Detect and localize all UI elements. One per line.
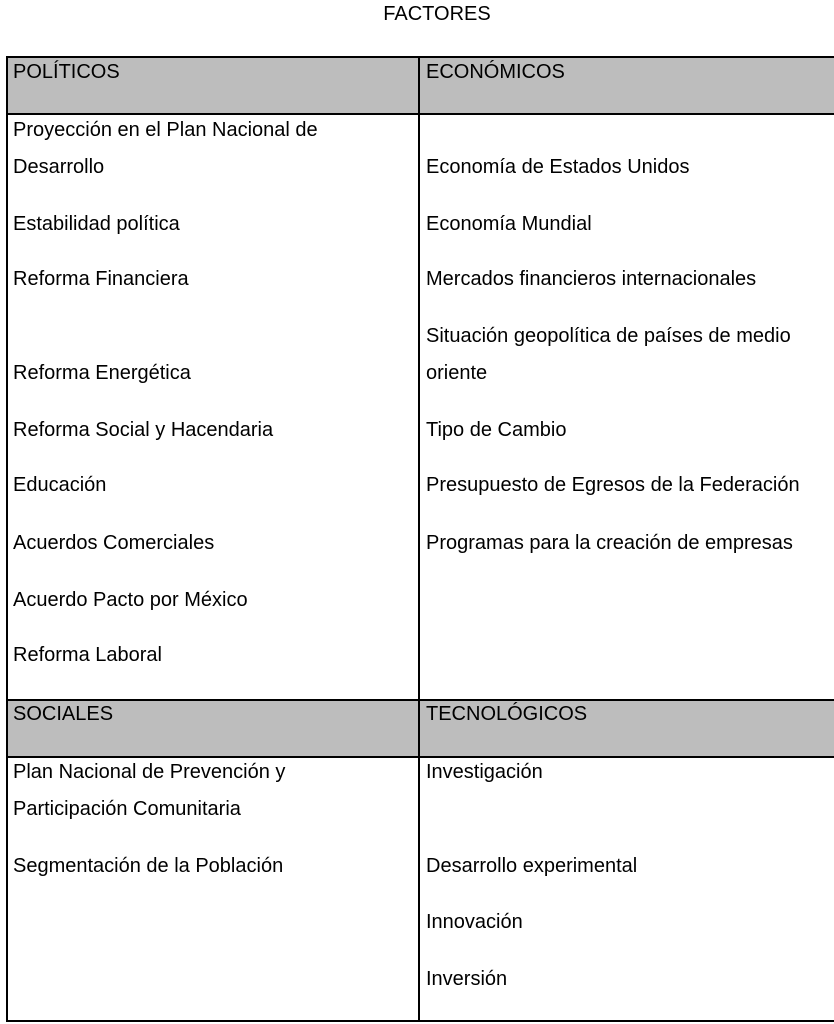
list-item: Educación bbox=[13, 474, 107, 496]
list-item: Mercados financieros internacionales bbox=[426, 268, 757, 290]
list-item: Reforma Energética bbox=[13, 362, 191, 384]
header-economicos: ECONÓMICOS bbox=[426, 61, 565, 83]
list-item: Segmentación de la Población bbox=[13, 855, 284, 877]
list-item: Presupuesto de Egresos de la Federación bbox=[426, 474, 800, 496]
list-item: Situación geopolítica de países de medio bbox=[426, 325, 791, 347]
list-item: Reforma Financiera bbox=[13, 268, 189, 290]
list-item: Reforma Social y Hacendaria bbox=[13, 419, 274, 441]
header-politicos: POLÍTICOS bbox=[13, 61, 120, 83]
list-item: Estabilidad política bbox=[13, 213, 180, 235]
list-item: Tipo de Cambio bbox=[426, 419, 567, 441]
table-title: FACTORES bbox=[383, 3, 491, 25]
list-item: Reforma Laboral bbox=[13, 644, 162, 666]
economicos-cell bbox=[420, 115, 834, 700]
list-item: Proyección en el Plan Nacional de bbox=[13, 119, 318, 141]
list-item: Desarrollo experimental bbox=[426, 855, 638, 877]
list-item: Economía Mundial bbox=[426, 213, 592, 235]
tecnologicos-cell bbox=[420, 757, 834, 1022]
table-border-left bbox=[6, 56, 8, 1022]
list-item: Acuerdo Pacto por México bbox=[13, 589, 248, 611]
header-sociales: SOCIALES bbox=[13, 703, 114, 725]
list-item: Acuerdos Comerciales bbox=[13, 532, 215, 554]
list-item: oriente bbox=[426, 362, 488, 384]
list-item: Desarrollo bbox=[13, 156, 105, 178]
table-border-top bbox=[6, 56, 834, 58]
list-item: Programas para la creación de empresas bbox=[426, 532, 793, 554]
list-item: Innovación bbox=[426, 911, 523, 933]
list-item: Participación Comunitaria bbox=[13, 798, 241, 820]
header-tecnologicos: TECNOLÓGICOS bbox=[426, 703, 588, 725]
list-item: Economía de Estados Unidos bbox=[426, 156, 690, 178]
list-item: Investigación bbox=[426, 761, 543, 783]
list-item: Plan Nacional de Prevención y bbox=[13, 761, 286, 783]
list-item: Inversión bbox=[426, 968, 508, 990]
